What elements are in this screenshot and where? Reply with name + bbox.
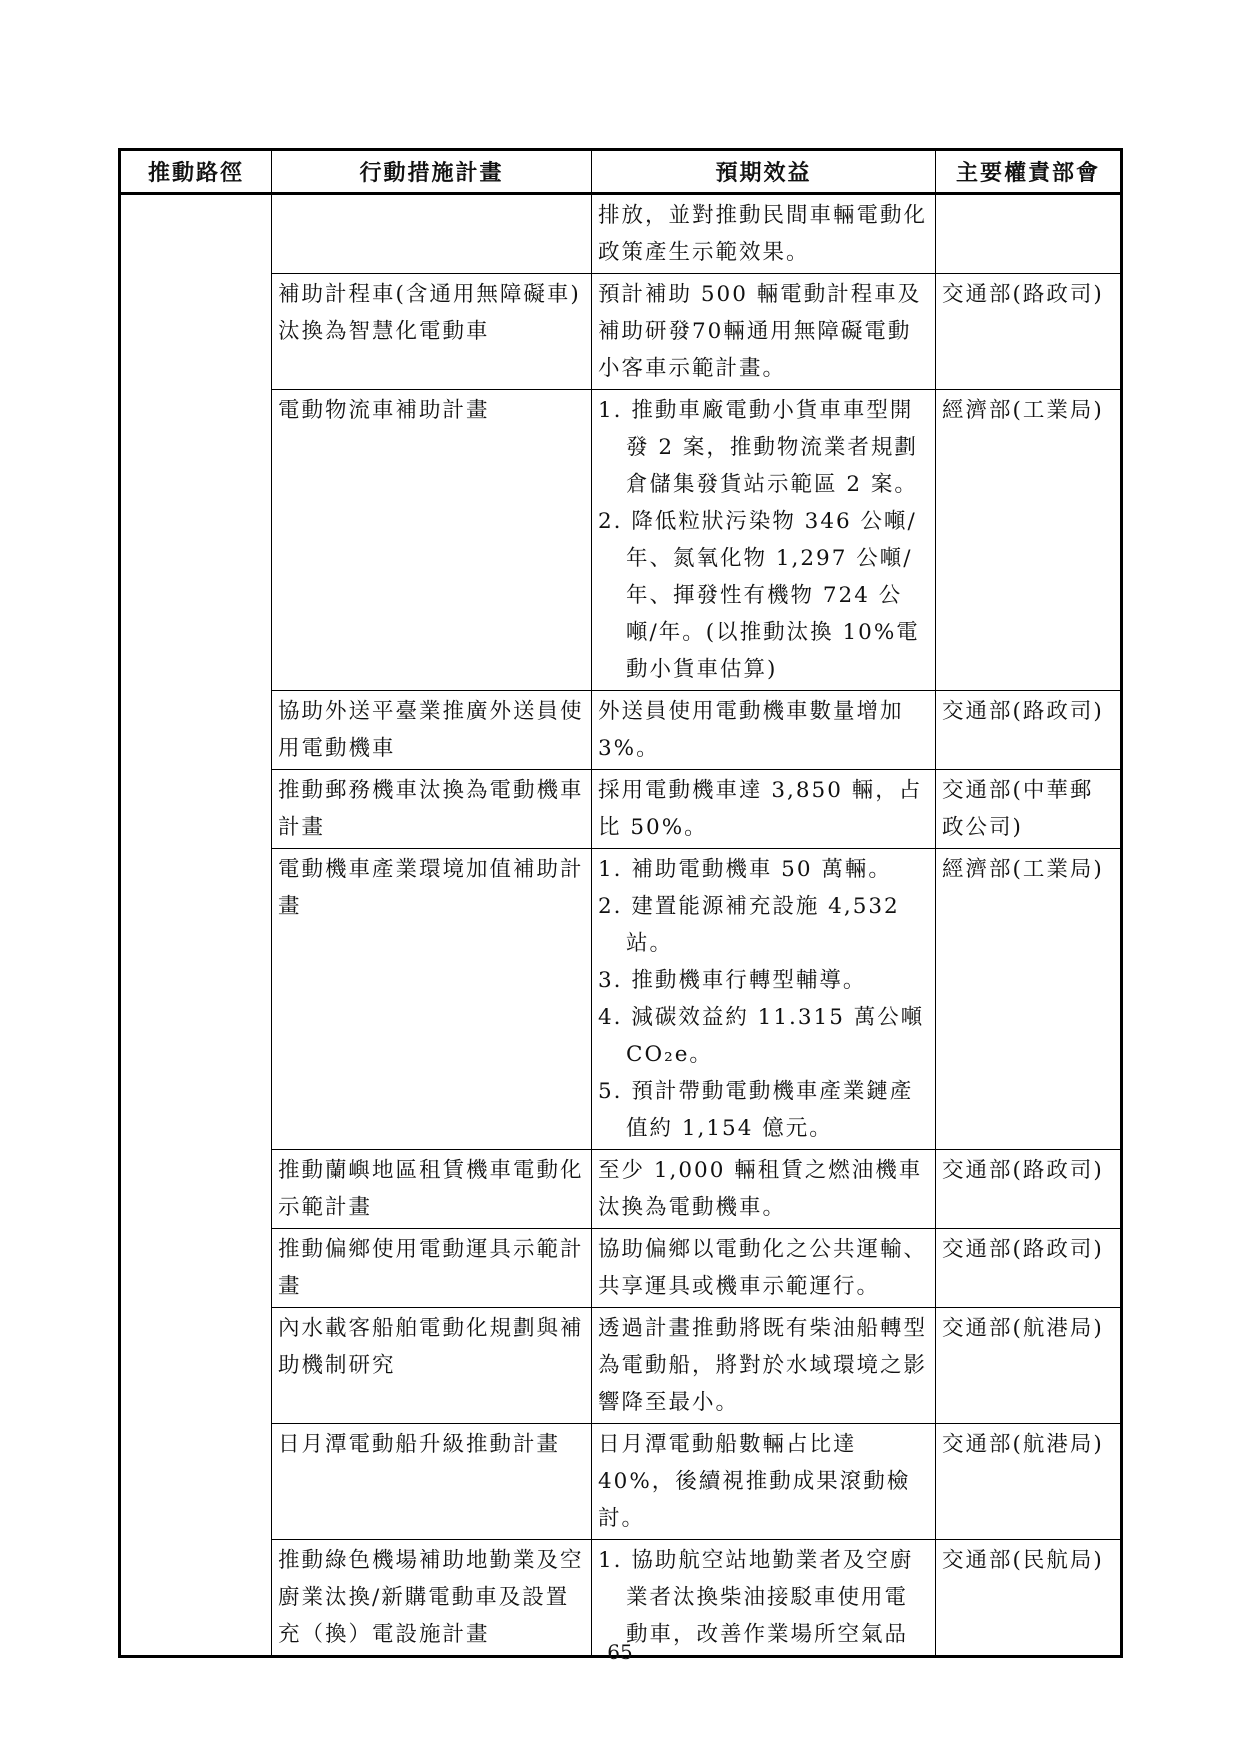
benefit-list xyxy=(598,392,929,688)
table-body xyxy=(120,194,1122,1657)
header-agency: 主要權責部會 xyxy=(936,150,1122,194)
benefit-item: 1. 協助航空站地勤業者及空廚業者汰換柴油接駁車使用電動車，改善作業場所空氣品 xyxy=(598,1548,914,1647)
plan-cell: 日月潭電動船升級推動計畫 xyxy=(272,1424,592,1540)
agency-cell: 經濟部(工業局) xyxy=(936,390,1122,691)
plan-cell: 協助外送平臺業推廣外送員使用電動機車 xyxy=(272,691,592,770)
agency-cell: 交通部(民航局) xyxy=(936,1540,1122,1657)
agency-cell: 交通部(路政司) xyxy=(936,1229,1122,1308)
benefit-item: 3. 推動機車行轉型輔導。 xyxy=(598,968,867,993)
agency-cell: 交通部(航港局) xyxy=(936,1308,1122,1424)
plan-cell: 推動蘭嶼地區租賃機車電動化示範計畫 xyxy=(272,1150,592,1229)
agency-cell: 交通部(路政司) xyxy=(936,691,1122,770)
plan-cell: 補助計程車(含通用無障礙車)汰換為智慧化電動車 xyxy=(272,274,592,390)
benefit-cell: 日月潭電動船數輛占比達40%，後續視推動成果滾動檢討。 xyxy=(592,1424,936,1540)
benefit-cell: 外送員使用電動機車數量增加3%。 xyxy=(592,691,936,770)
benefit-cell xyxy=(592,1540,936,1657)
benefit-list xyxy=(598,1542,929,1653)
table-header-row xyxy=(120,150,1122,194)
plan-cell: 電動物流車補助計畫 xyxy=(272,390,592,691)
benefit-cell: 採用電動機車達 3,850 輛，占比 50%。 xyxy=(592,770,936,849)
benefit-item: 2. 降低粒狀污染物 346 公噸/年、氮氧化物 1,297 公噸/年、揮發性有機物 724 公噸/年。(以推動汰換 10%電動小貨車估算) xyxy=(598,509,920,682)
benefit-cell: 排放，並對推動民間車輛電動化政策產生示範效果。 xyxy=(592,194,936,274)
agency-cell: 交通部(路政司) xyxy=(936,1150,1122,1229)
benefit-item: 5. 預計帶動電動機車產業鏈產值約 1,154 億元。 xyxy=(598,1079,914,1141)
header-benefit: 預期效益 xyxy=(592,150,936,194)
header-path: 推動路徑 xyxy=(120,150,272,194)
benefit-cell xyxy=(592,390,936,691)
header-plan: 行動措施計畫 xyxy=(272,150,592,194)
agency-cell: 交通部(路政司) xyxy=(936,274,1122,390)
agency-cell: 交通部(航港局) xyxy=(936,1424,1122,1540)
plan-cell: 電動機車產業環境加值補助計畫 xyxy=(272,849,592,1150)
plan-cell: 推動綠色機場補助地勤業及空廚業汰換/新購電動車及設置充（換）電設施計畫 xyxy=(272,1540,592,1657)
plan-cell: 推動偏鄉使用電動運具示範計畫 xyxy=(272,1229,592,1308)
page-number: 65 xyxy=(607,1640,633,1664)
benefit-item: 4. 減碳效益約 11.315 萬公噸 CO₂e。 xyxy=(598,1005,925,1067)
path-cell xyxy=(120,194,272,1657)
benefit-cell: 協助偏鄉以電動化之公共運輸、共享運具或機車示範運行。 xyxy=(592,1229,936,1308)
benefit-cell: 透過計畫推動將既有柴油船轉型為電動船，將對於水域環境之影響降至最小。 xyxy=(592,1308,936,1424)
benefit-item: 2. 建置能源補充設施 4,532 站。 xyxy=(598,894,900,956)
benefit-cell: 至少 1,000 輛租賃之燃油機車汰換為電動機車。 xyxy=(592,1150,936,1229)
benefit-list xyxy=(598,851,929,1147)
plan-cell xyxy=(272,194,592,274)
agency-cell: 經濟部(工業局) xyxy=(936,849,1122,1150)
table-row xyxy=(120,194,1122,274)
benefit-cell: 預計補助 500 輛電動計程車及補助研發70輛通用無障礙電動小客車示範計畫。 xyxy=(592,274,936,390)
plan-cell: 推動郵務機車汰換為電動機車計畫 xyxy=(272,770,592,849)
measures-table xyxy=(118,148,1123,1658)
agency-cell xyxy=(936,194,1122,274)
benefit-item: 1. 補助電動機車 50 萬輛。 xyxy=(598,857,892,882)
agency-cell: 交通部(中華郵政公司) xyxy=(936,770,1122,849)
benefit-cell xyxy=(592,849,936,1150)
benefit-item: 1. 推動車廠電動小貨車車型開發 2 案，推動物流業者規劃倉儲集發貨站示範區 2 案。 xyxy=(598,398,918,497)
plan-cell: 內水載客船舶電動化規劃與補助機制研究 xyxy=(272,1308,592,1424)
